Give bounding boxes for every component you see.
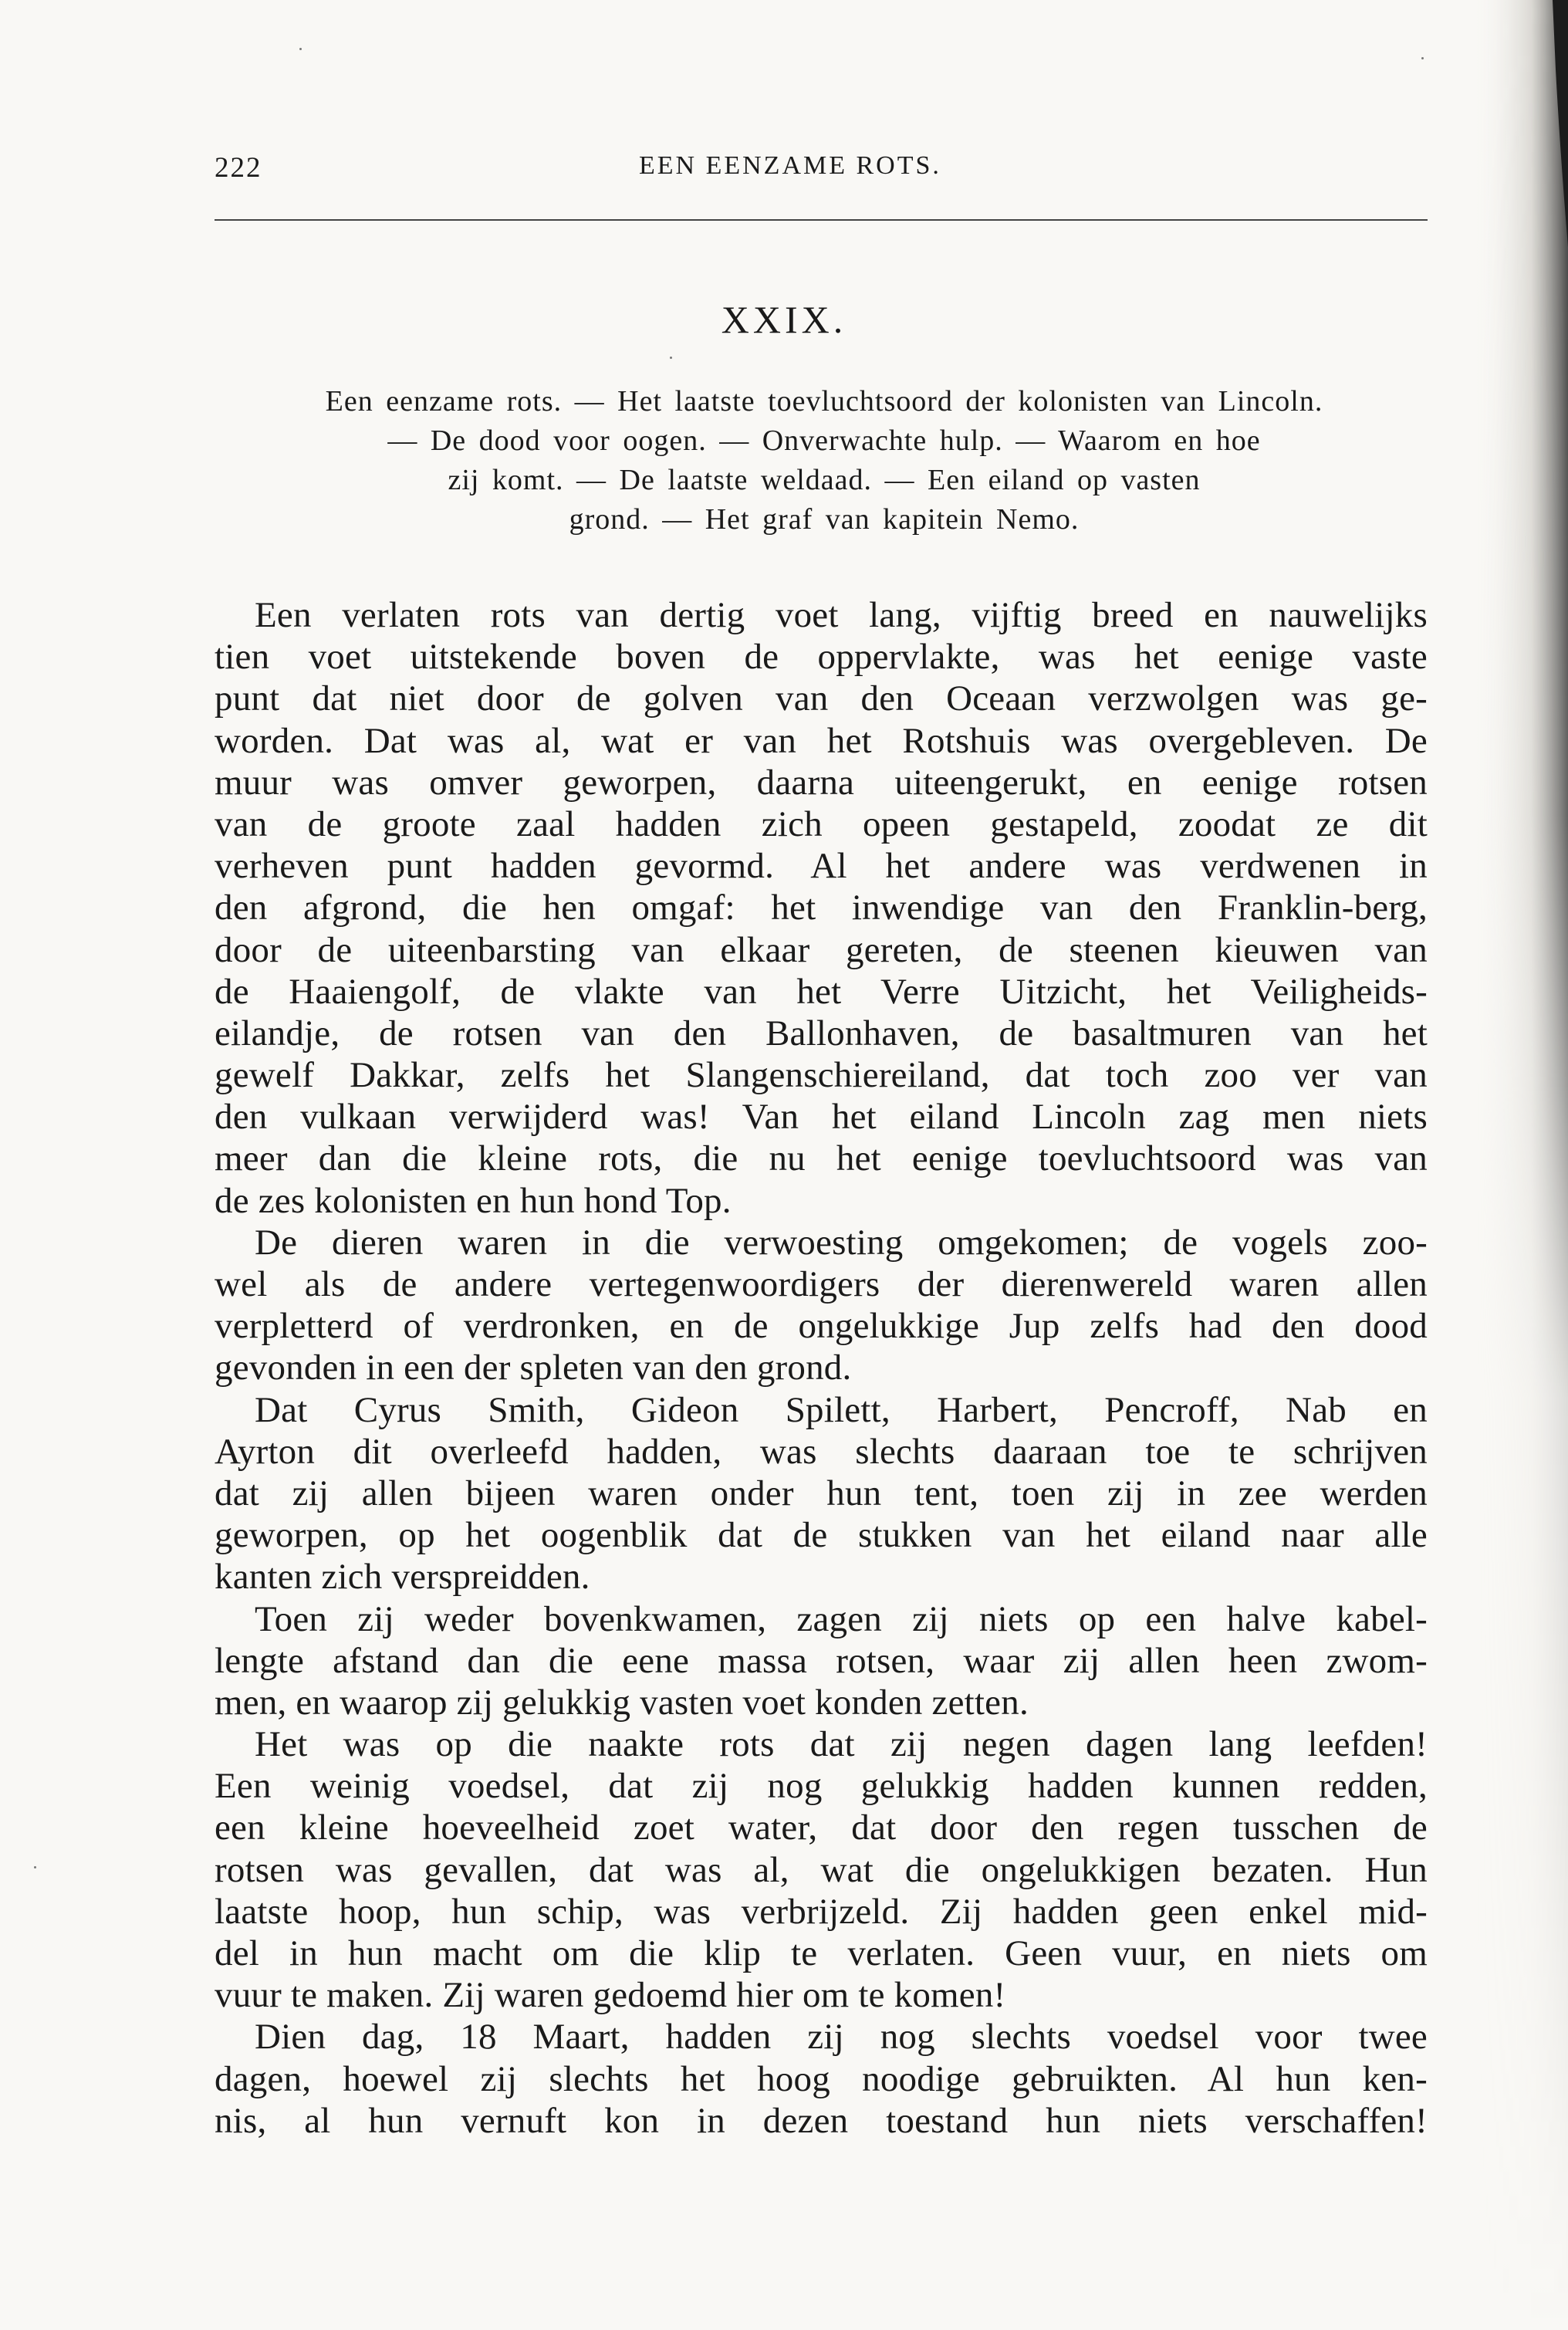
text-line: De dieren waren in die verwoesting omgekomen; de vogels zoo- (255, 1222, 1428, 1263)
text-line: geworpen, op het oogenblik dat de stukken van het eiland naar alle (215, 1515, 1428, 1556)
running-title: EEN EENZAME ROTS. (639, 151, 941, 180)
text-line: verpletterd of verdronken, en de ongelukkige Jup zelfs had den dood (215, 1306, 1428, 1347)
text-line: Dat Cyrus Smith, Gideon Spilett, Harbert, Pencroff, Nab en (255, 1389, 1428, 1430)
text-line: de Haaiengolf, de vlakte van het Verre Uitzicht, het Veiligheids- (215, 971, 1428, 1012)
text-line: Dien dag, 18 Maart, hadden zij nog slechts voedsel voor twee (255, 2017, 1428, 2058)
text-line: tien voet uitstekende boven de oppervlakte, was het eenige vaste (215, 637, 1428, 678)
text-line: eilandje, de rotsen van den Ballonhaven, de basaltmuren van het (215, 1013, 1428, 1053)
text-line: den afgrond, die hen omgaf: het inwendige van den Franklin-berg, (215, 888, 1428, 928)
header-rule (215, 219, 1428, 221)
text-line: men, en waarop zij gelukkig vasten voet konden zetten. (215, 1682, 1029, 1723)
chapter-number: XXIX. (721, 298, 847, 341)
text-line: meer dan die kleine rots, die nu het eenige toevluchtsoord was van (215, 1138, 1428, 1179)
text-line: een kleine hoeveelheid zoet water, dat door den regen tusschen de (215, 1808, 1428, 1848)
page-number: 222 (215, 152, 262, 184)
text-line: nis, al hun vernuft kon in dezen toestand hun niets verschaffen! (215, 2100, 1428, 2141)
text-line: Toen zij weder bovenkwamen, zagen zij niets op een halve kabel- (255, 1598, 1428, 1639)
page-edge-shadow (1475, 0, 1568, 2330)
text-line: punt dat niet door de golven van den Oceaan verzwolgen was ge- (215, 678, 1428, 719)
text-line: kanten zich verspreidden. (215, 1557, 590, 1598)
summary-line: zij komt. — De laatste weldaad. — Een eiland op vasten (448, 464, 1201, 496)
text-line: den vulkaan verwijderd was! Van het eiland Lincoln zag men niets (215, 1097, 1428, 1138)
text-line: verheven punt hadden gevormd. Al het andere was verdwenen in (215, 846, 1428, 887)
text-line: del in hun macht om die klip te verlaten. Geen vuur, en niets om (215, 1933, 1428, 1973)
text-line: Een verlaten rots van dertig voet lang, vijftig breed en nauwelijks (255, 595, 1428, 635)
text-line: dat zij allen bijeen waren onder hun tent, toen zij in zee werden (215, 1473, 1428, 1513)
text-line: muur was omver geworpen, daarna uiteengerukt, en eenige rotsen (215, 762, 1428, 803)
running-head (215, 151, 1428, 198)
text-line: vuur te maken. Zij waren gedoemd hier om te komen! (215, 1975, 1006, 2016)
text-line: Een weinig voedsel, dat zij nog gelukkig hadden kunnen redden, (215, 1766, 1428, 1807)
text-line: laatste hoop, hun schip, was verbrijzeld. Zij hadden geen enkel mid- (215, 1891, 1428, 1932)
text-line: worden. Dat was al, wat er van het Rotshuis was overgebleven. De (215, 720, 1428, 761)
chapter-summary (230, 382, 1418, 539)
summary-line: Een eenzame rots. — Het laatste toevluchtsoord der kolonisten van Lincoln. (325, 385, 1323, 418)
summary-line: grond. — Het graf van kapitein Nemo. (569, 503, 1080, 536)
text-line: wel als de andere vertegenwoordigers der dierenwereld waren allen (215, 1264, 1428, 1304)
text-line: gewelf Dakkar, zelfs het Slangenschiereiland, dat toch zoo ver van (215, 1055, 1428, 1096)
text-line: gevonden in een der spleten van den grond. (215, 1348, 852, 1388)
scan-speck (299, 48, 302, 50)
text-line: rotsen was gevallen, dat was al, wat die ongelukkigen bezaten. Hun (215, 1849, 1428, 1890)
scan-speck (670, 357, 672, 359)
scan-speck (1421, 57, 1424, 59)
text-line: Het was op die naakte rots dat zij negen dagen lang leefden! (255, 1724, 1428, 1765)
text-line: door de uiteenbarsting van elkaar gereten, de steenen kieuwen van (215, 929, 1428, 970)
text-line: Ayrton dit overleefd hadden, was slechts daaraan toe te schrijven (215, 1431, 1428, 1472)
text-line: lengte afstand dan die eene massa rotsen, waar zij allen heen zwom- (215, 1640, 1428, 1681)
summary-line: — De dood voor oogen. — Onverwachte hulp. — Waarom en hoe (387, 424, 1261, 457)
text-line: van de groote zaal hadden zich opeen gestapeld, zoodat ze dit (215, 803, 1428, 844)
scan-speck (34, 1866, 36, 1868)
text-line: dagen, hoewel zij slechts het hoog noodige gebruikten. Al hun ken- (215, 2058, 1428, 2099)
body-text (215, 594, 1428, 2142)
text-line: de zes kolonisten en hun hond Top. (215, 1180, 732, 1221)
